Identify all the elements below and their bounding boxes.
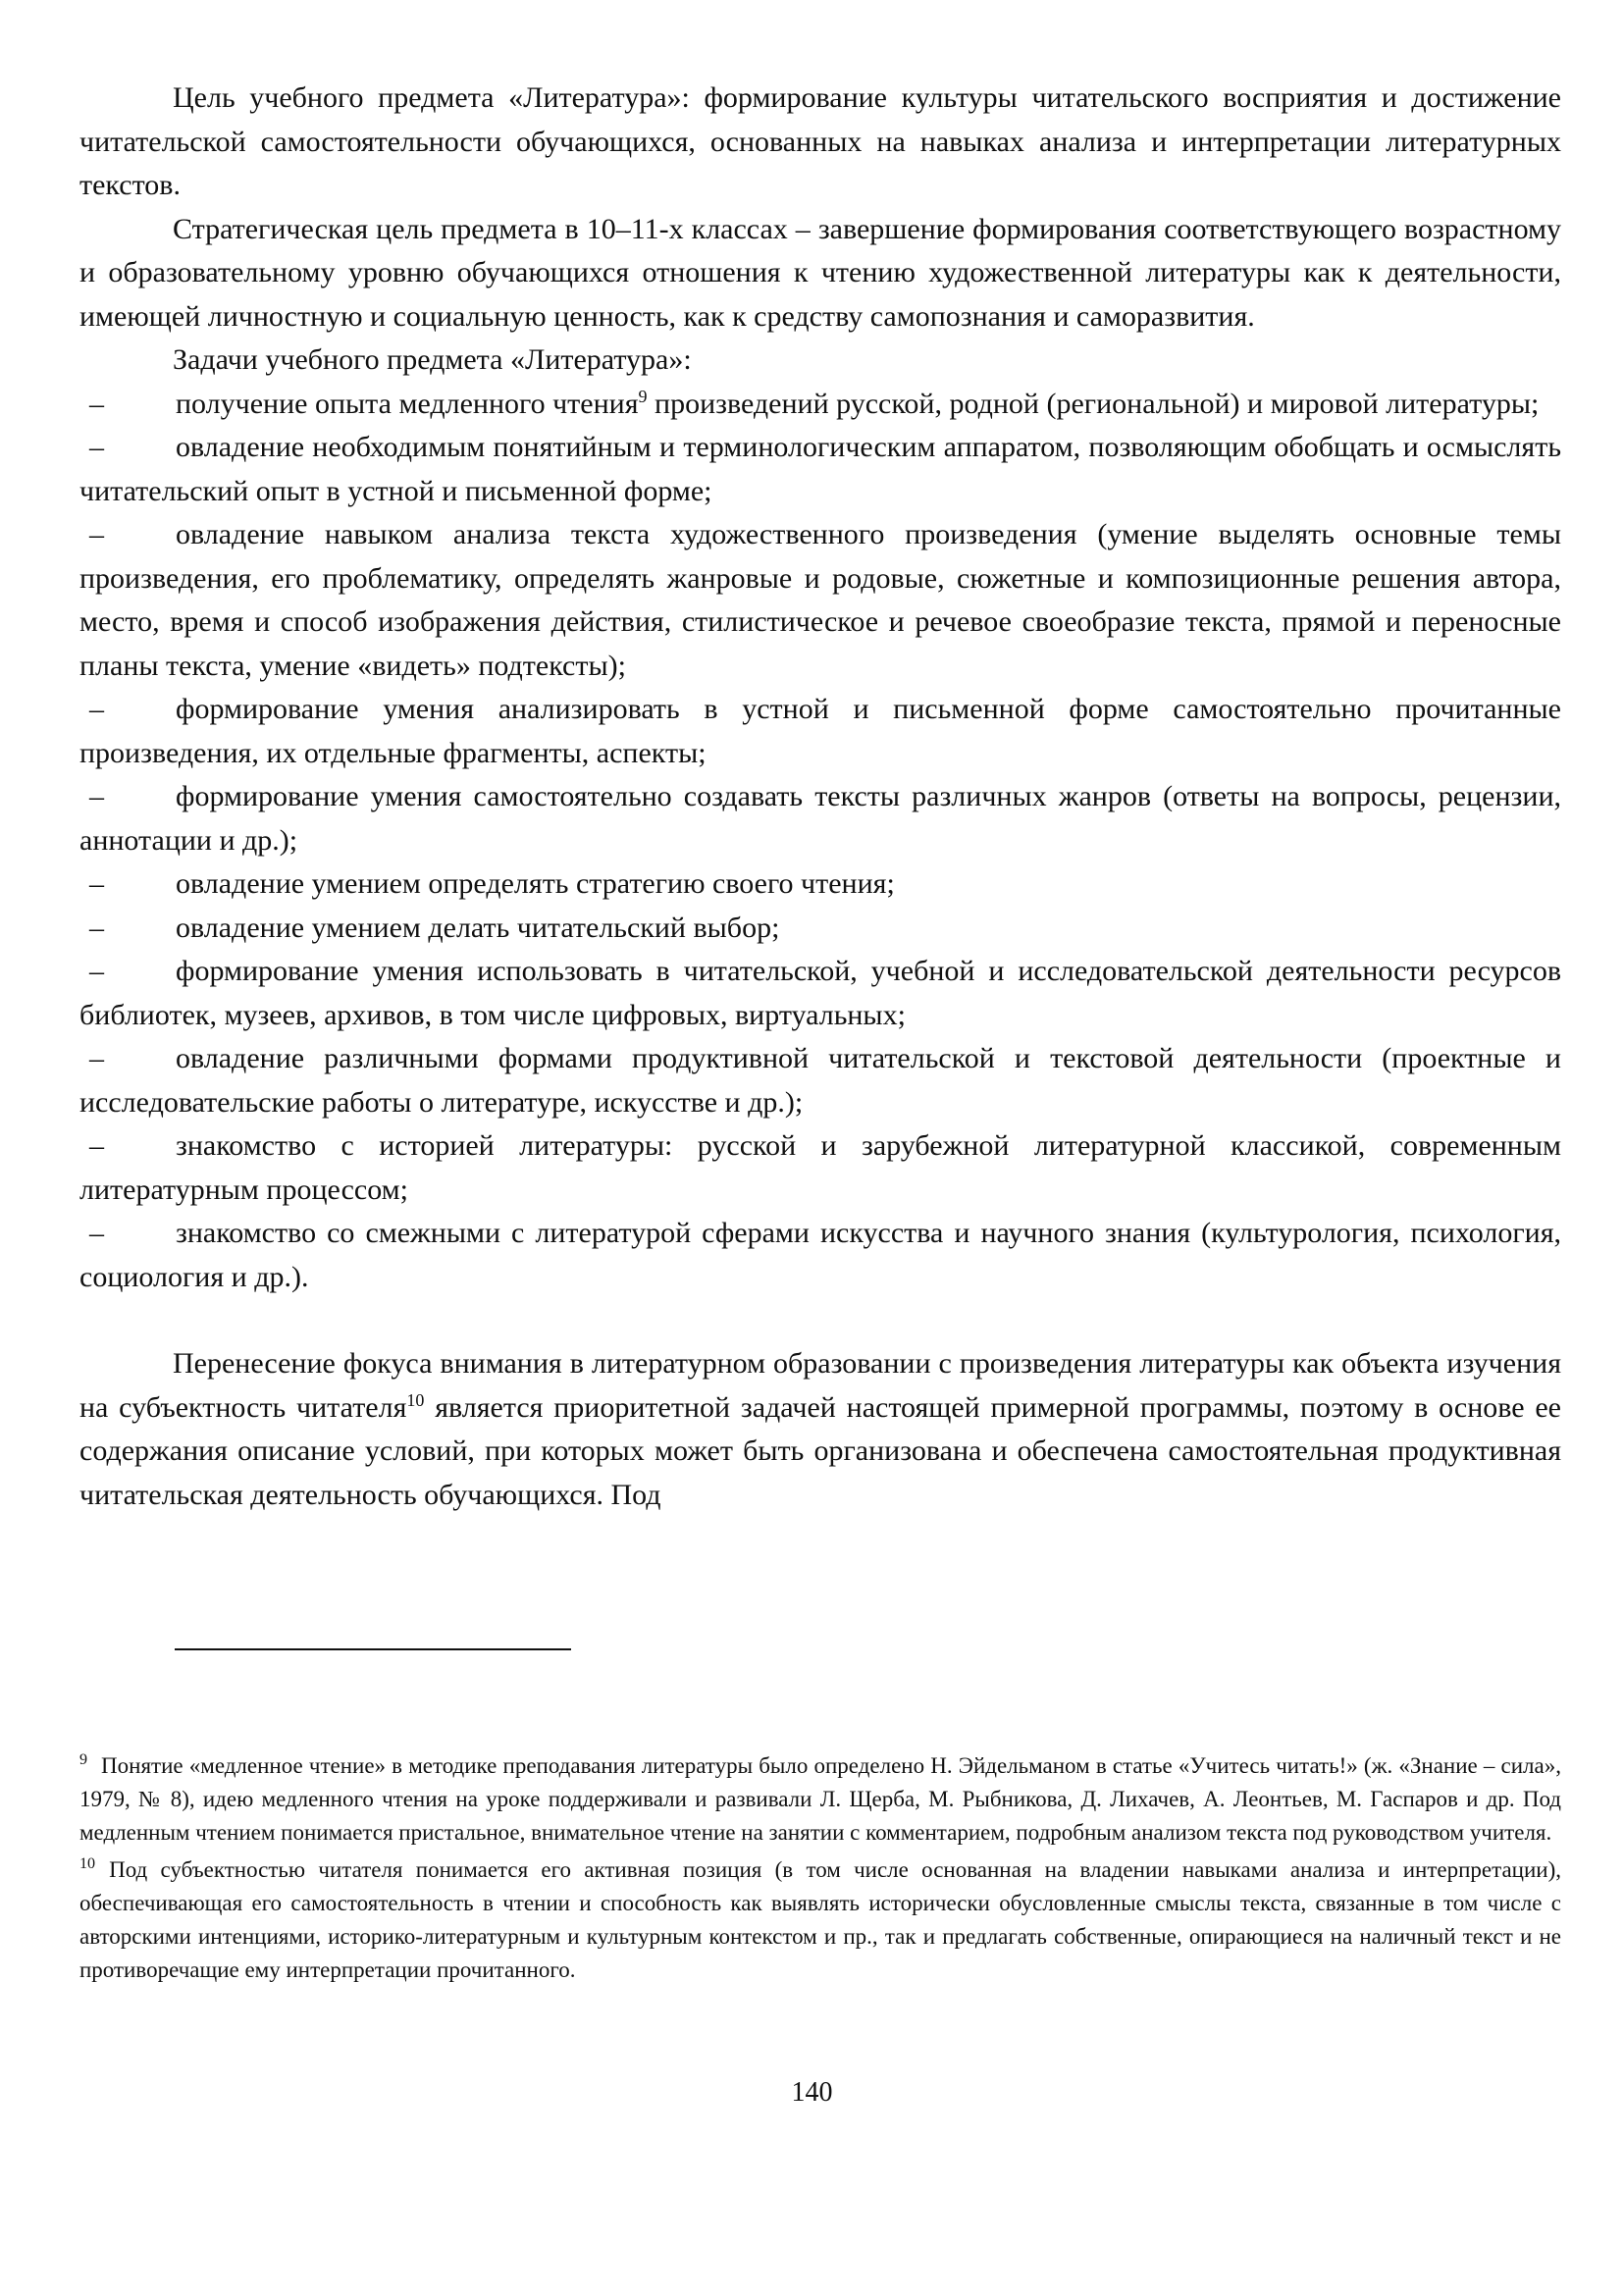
list-dash: – [89, 518, 104, 550]
footnotes [79, 1749, 1561, 1991]
list-dash: – [89, 387, 104, 420]
task-item [79, 426, 1561, 513]
footnote-number: 10 [79, 1855, 96, 1873]
list-dash: – [89, 1217, 104, 1249]
footnote-separator [175, 1648, 571, 1650]
list-dash: – [89, 1129, 104, 1162]
task-item [79, 862, 1561, 907]
task-item [79, 950, 1561, 1037]
page-number: 140 [791, 2077, 833, 2108]
task-item [79, 1212, 1561, 1299]
footnote [79, 1749, 1561, 1850]
task-text: формирование умения анализировать в устной и письменной форме самостоятельно прочитанные произведения, их отдельные фрагменты, аспекты; [79, 693, 1561, 769]
list-dash: – [89, 867, 104, 900]
list-dash: – [89, 1042, 104, 1074]
task-text: овладение различными формами продуктивной читательской и текстовой деятельности (проектные и исследовательские работы о литературе, искусстве и др.); [79, 1042, 1561, 1119]
footnote-text: Понятие «медленное чтение» в методике преподавания литературы было определено Н. Эйдельманом в статье «Учитесь читать!» (ж. «Знание – сила», 1979, № 8), идею медленного чтения на уроке поддерживали и развивали Л. Щерба, М. Рыбникова, Д. Лихачев, А. Леонтьев, М. Гаспаров и др. Под медленным чтением понимается пристальное, внимательное чтение на занятии с комментарием, подробным анализом текста под руководством учителя. [79, 1753, 1561, 1845]
task-text: знакомство со смежными с литературой сферами искусства и научного знания (культурология, психология, социология и др.). [79, 1217, 1561, 1293]
closing-text: является приоритетной задачей настоящей примерной программы, поэтому в основе ее содержания описание условий, при которых может быть организована и обеспечена самостоятельная продуктивная читательская деятельность обучающихся. Под [79, 1390, 1561, 1511]
paragraph-gap [79, 1299, 1561, 1342]
task-text: овладение умением определять стратегию своего чтения; [176, 867, 895, 900]
closing-text: Перенесение фокуса внимания в литературном образовании с произведения литературы как объекта изучения на субъектность читателя [79, 1347, 1561, 1424]
tasks-heading: Задачи учебного предмета «Литература»: [173, 343, 692, 376]
list-dash: – [89, 955, 104, 987]
task-text: знакомство с историей литературы: русской и зарубежной литературной классикой, современным литературным процессом; [79, 1129, 1561, 1206]
main-text [79, 77, 1561, 1517]
task-text: овладение необходимым понятийным и терминологическим аппаратом, позволяющим обобщать и осмыслять читательский опыт в устной и письменной форме; [79, 431, 1561, 507]
list-dash: – [89, 693, 104, 725]
task-text: формирование умения использовать в читательской, учебной и исследовательской деятельности ресурсов библиотек, музеев, архивов, в том числе цифровых, виртуальных; [79, 955, 1561, 1031]
task-text: овладение умением делать читательский выбор; [176, 911, 780, 944]
footnote-number: 9 [79, 1751, 88, 1769]
task-text: произведений русской, родной (региональной) и мировой литературы; [647, 387, 1540, 420]
task-item [79, 383, 1561, 427]
list-dash: – [89, 911, 104, 944]
list-dash: – [89, 431, 104, 463]
task-text: получение опыта медленного чтения [176, 387, 639, 420]
task-text: овладение навыком анализа текста художественного произведения (умение выделять основные темы произведения, его проблематику, определять жанровые и родовые, сюжетные и композиционные решения автора, место, время и способ изображения действия, стилистическое и речевое своеобразие текста, прямой и переносные планы текста, умение «видеть» подтексты); [79, 518, 1561, 682]
closing-paragraph [79, 1342, 1561, 1517]
footnote [79, 1853, 1561, 1987]
strategic-goal-paragraph: Стратегическая цель предмета в 10–11-х классах – завершение формирования соответствующего возрастному и образовательному уровню обучающихся отношения к чтению художественной литературы как к деятельности, имеющей личностную и социальную ценность, как к средству самопознания и саморазвития. [79, 212, 1561, 333]
footnote-text: Под субъектностью читателя понимается его активная позиция (в том числе основанная на владении навыками анализа и интерпретации), обеспечивающая его самостоятельность в чтении и способность как выявлять исторически обусловленные смыслы текста, связанные в том числе с авторскими интенциями, историко-литературным и культурным контекстом и пр., так и предлагать собственные, опирающиеся на наличный текст и не противоречащие ему интерпретации прочитанного. [79, 1857, 1561, 1982]
task-item [79, 1037, 1561, 1124]
list-dash: – [89, 780, 104, 812]
task-item [79, 907, 1561, 951]
task-item [79, 513, 1561, 688]
task-text: формирование умения самостоятельно создавать тексты различных жанров (ответы на вопросы, рецензии, аннотации и др.); [79, 780, 1561, 857]
footnote-reference: 10 [406, 1389, 425, 1410]
task-item [79, 688, 1561, 775]
task-item [79, 1124, 1561, 1212]
footnote-reference: 9 [638, 386, 648, 406]
goal-paragraph: Цель учебного предмета «Литература»: формирование культуры читательского восприятия и достижение читательской самостоятельности обучающихся, основанных на навыках анализа и интерпретации литературных текстов. [79, 81, 1561, 201]
task-item [79, 775, 1561, 862]
